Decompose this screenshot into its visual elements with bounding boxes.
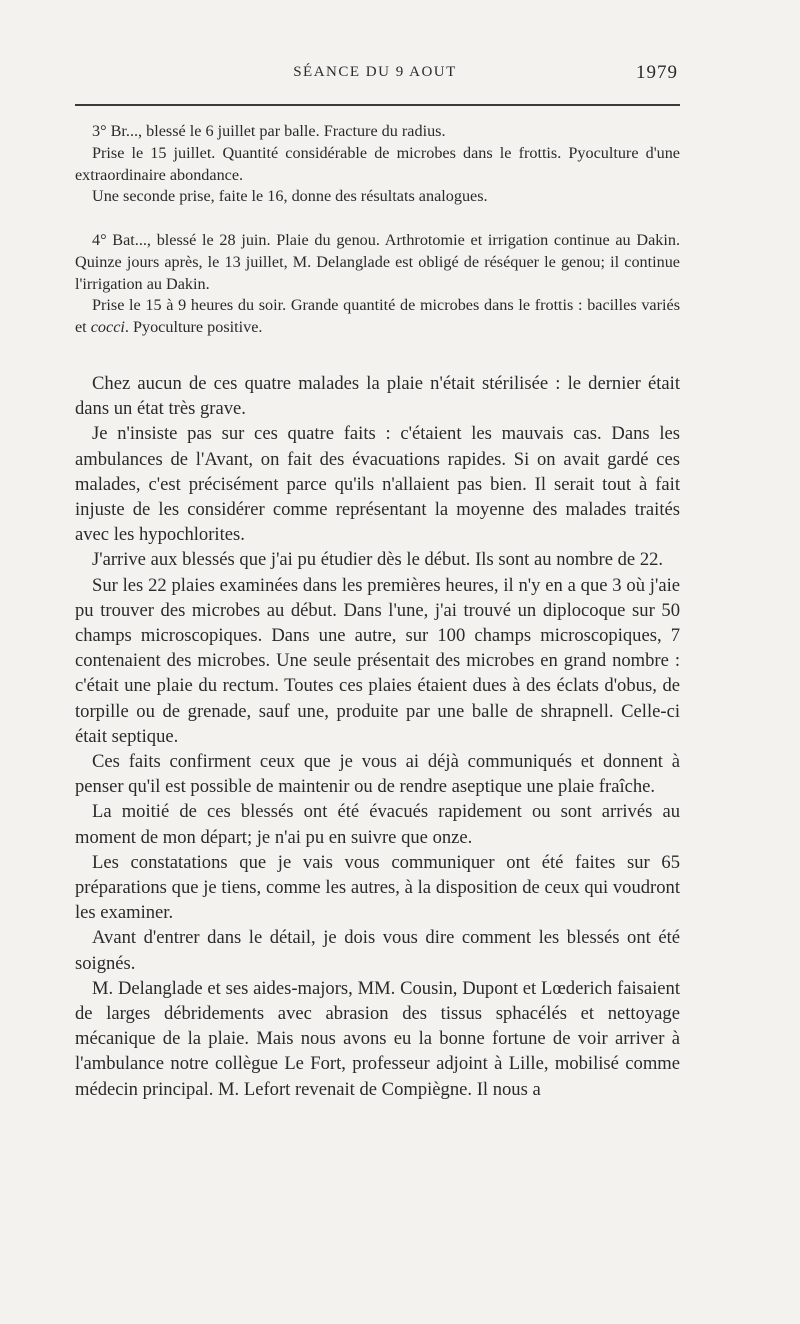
- page-number: 1979: [636, 62, 678, 83]
- case-text: Prise le 15 à 9 heures du soir. Grande quantité de microbes dans le frottis : bacilles variés et: [75, 296, 680, 337]
- header-rule: [75, 104, 680, 106]
- italic-term: cocci: [90, 318, 125, 337]
- case-line: [75, 295, 680, 339]
- case-3-note: [75, 121, 680, 208]
- paragraph: Je n'insiste pas sur ces quatre faits : c'étaient les mauvais cas. Dans les ambulances de l'Avant, on fait des évacuations rapides. Si on avait gardé ces malades, c'est précisément parce qu'ils n'allaient pas bien. Il serait tout à fait injuste de les considérer comme représentant la moyenne des malades traités avec les hypochlorites.: [75, 423, 680, 546]
- paragraph: J'arrive aux blessés que j'ai pu étudier dès le début. Ils sont au nombre de 22.: [92, 549, 664, 571]
- page-header: [70, 62, 680, 86]
- paragraph: Sur les 22 plaies examinées dans les premières heures, il n'y en a que 3 où j'aie pu trouver des microbes au début. Dans l'une, j'ai trouvé un diplocoque sur 50 champs microscopiques. Dans une autre, sur 100 champs microscopiques, 7 contenaient des microbes. Une seule présentait des microbes en grand nombre : c'était une plaie du rectum. Toutes ces plaies étaient dues à des éclats d'obus, de torpille ou de grenade, sauf une, produite par une balle de shrapnell. Celle-ci était septique.: [75, 574, 680, 747]
- paragraph: Chez aucun de ces quatre malades la plaie n'était stérilisée : le dernier était dans un état très grave.: [75, 373, 680, 420]
- case-line: Une seconde prise, faite le 16, donne des résultats analogues.: [92, 187, 488, 206]
- case-4-note: [75, 230, 680, 339]
- body-text: [75, 371, 680, 1102]
- paragraph: Avant d'entrer dans le détail, je dois vous dire comment les blessés ont été soignés.: [75, 927, 680, 974]
- case-line: 4° Bat..., blessé le 28 juin. Plaie du genou. Arthrotomie et irrigation continue au Dakin. Quinze jours après, le 13 juillet, M. Delanglade est obligé de réséquer le genou; il continue l'irrigation au Dakin.: [75, 231, 680, 293]
- case-line: Prise le 15 juillet. Quantité considérable de microbes dans le frottis. Pyoculture d'une extraordinaire abondance.: [75, 143, 680, 184]
- paragraph: La moitié de ces blessés ont été évacués rapidement ou sont arrivés au moment de mon départ; je n'ai pu en suivre que onze.: [75, 801, 680, 848]
- case-line: 3° Br..., blessé le 6 juillet par balle. Fracture du radius.: [92, 122, 446, 140]
- running-title: SÉANCE DU 9 AOUT: [293, 64, 457, 80]
- paragraph: Ces faits confirment ceux que je vous ai déjà communiqués et donnent à penser qu'il est possible de maintenir ou de rendre aseptique une plaie fraîche.: [75, 751, 680, 798]
- paragraph: M. Delanglade et ses aides-majors, MM. Cousin, Dupont et Lœderich faisaient de larges débridements avec abrasion des tissus sphacélés et nettoyage mécanique de la plaie. Mais nous avons eu la bonne fortune de voir arriver à l'ambulance notre collègue Le Fort, professeur adjoint à Lille, mobilisé comme médecin principal. M. Lefort revenait de Compiègne. Il nous a: [75, 977, 680, 1100]
- paragraph: Les constatations que je vais vous communiquer ont été faites sur 65 préparations que je tiens, comme les autres, à la disposition de ceux qui voudront les examiner.: [75, 851, 680, 924]
- case-text: . Pyoculture positive.: [124, 318, 263, 337]
